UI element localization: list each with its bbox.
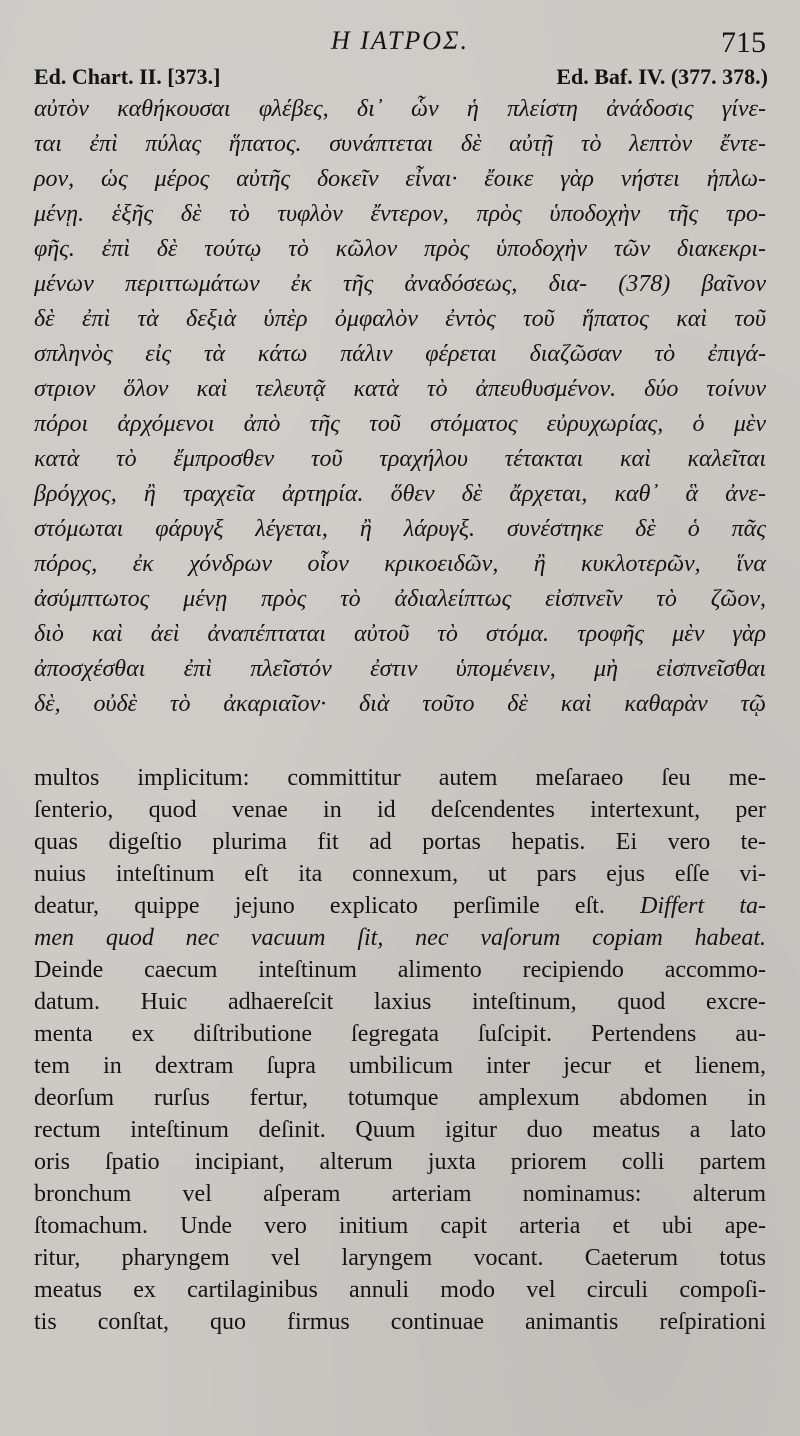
latin-line [34, 890, 766, 922]
latin-line-roman: deatur, quippe jejuno explicato perſimile eſt. [34, 893, 605, 919]
greek-line: διὸ καὶ ἀεὶ ἀναπέπταται αὐτοῦ τὸ στόμα. τροφῆς μὲν γὰρ [34, 621, 766, 647]
latin-line: ſtomachum. Unde vero initium capit arteria et ubi ape- [34, 1213, 766, 1239]
latin-line-italic: men quod nec vacuum ſit, nec vaſorum copiam habeat. [34, 925, 766, 951]
latin-line: rectum inteſtinum deſinit. Quum igitur duo meatus a lato [34, 1117, 766, 1143]
edition-basel-reference: Ed. Baf. IV. (377. 378.) [556, 64, 768, 89]
latin-line: menta ex diſtributione ſegregata ſuſcipit. Pertendens au- [34, 1021, 766, 1047]
greek-line: ἀσύμπτωτος μένῃ πρὸς τὸ ἀδιαλείπτως εἰσπνεῖν τὸ ζῶον, [34, 586, 766, 612]
greek-line: αὐτὸν καθήκουσαι φλέβες, δι᾽ ὧν ἡ πλείστη ἀνάδοσις γίνε- [34, 96, 766, 122]
greek-line: δὲ, οὐδὲ τὸ ἀκαριαῖον· διὰ τοῦτο δὲ καὶ καθαρὰν τῷ [34, 691, 766, 717]
latin-line: datum. Huic adhaereſcit laxius inteſtinum, quod excre- [34, 989, 766, 1015]
latin-line: tem in dextram ſupra umbilicum inter jecur et lienem, [34, 1053, 766, 1079]
greek-line: βρόγχος, ἢ τραχεῖα ἀρτηρία. ὅθεν δὲ ἄρχεται, καθ᾽ ἃ ἀνε- [34, 481, 766, 507]
greek-line: πόροι ἀρχόμενοι ἀπὸ τῆς τοῦ στόματος εὐρυχωρίας, ὁ μὲν [34, 411, 766, 437]
greek-line: κατὰ τὸ ἔμπροσθεν τοῦ τραχήλου τέτακται καὶ καλεῖται [34, 446, 766, 472]
running-head [0, 26, 800, 62]
latin-line: ritur, pharyngem vel laryngem vocant. Caeterum totus [34, 1245, 766, 1271]
greek-line: μένῃ. ἑξῆς δὲ τὸ τυφλὸν ἔντερον, πρὸς ὑποδοχὴν τῆς τρο- [34, 201, 766, 227]
greek-line: ἀποσχέσθαι ἐπὶ πλεῖστόν ἐστιν ὑπομένειν, μὴ εἰσπνεῖσθαι [34, 656, 766, 682]
latin-italic-phrase: Differt ta- [640, 893, 767, 919]
latin-line: oris ſpatio incipiant, alterum juxta priorem colli partem [34, 1149, 766, 1175]
latin-line: nuius inteſtinum eſt ita connexum, ut pars ejus eſſe vi- [34, 861, 766, 887]
greek-line: στριον ὅλον καὶ τελευτᾷ κατὰ τὸ ἀπευθυσμένον. δύο τοίνυν [34, 376, 766, 402]
latin-line: quas digeſtio plurima fit ad portas hepatis. Ei vero te- [34, 829, 766, 855]
page-number: 715 [721, 26, 766, 59]
latin-line: tis conſtat, quo firmus continuae animantis reſpirationi [34, 1309, 766, 1335]
latin-line: Deinde caecum inteſtinum alimento recipiendo accommo- [34, 957, 766, 983]
greek-line: ται ἐπὶ πύλας ἥπατος. συνάπτεται δὲ αὐτῇ τὸ λεπτὸν ἔντε- [34, 131, 766, 157]
greek-line: δὲ ἐπὶ τὰ δεξιὰ ὑπὲρ ὀμφαλὸν ἐντὸς τοῦ ἥπατος καὶ τοῦ [34, 306, 766, 332]
greek-line: πόρος, ἐκ χόνδρων οἷον κρικοειδῶν, ἢ κυκλοτερῶν, ἵνα [34, 551, 766, 577]
greek-line: σπληνὸς εἰς τὰ κάτω πάλιν φέρεται διαζῶσαν τὸ ἐπιγά- [34, 341, 766, 367]
latin-line: bronchum vel aſperam arteriam nominamus: alterum [34, 1181, 766, 1207]
greek-text-block [34, 92, 766, 722]
latin-line: deorſum rurſus fertur, totumque amplexum abdomen in [34, 1085, 766, 1111]
greek-line: φῆς. ἐπὶ δὲ τούτῳ τὸ κῶλον πρὸς ὑποδοχὴν τῶν διακεκρι- [34, 236, 766, 262]
greek-line: ρον, ὡς μέρος αὐτῆς δοκεῖν εἶναι· ἔοικε γὰρ νήστει ἡπλω- [34, 166, 766, 192]
latin-text-block [34, 762, 766, 1338]
running-title: Η ΙΑΤΡΟΣ. [331, 26, 469, 55]
latin-line: meatus ex cartilaginibus annuli modo vel circuli compoſi- [34, 1277, 766, 1303]
latin-line: ſenterio, quod venae in id deſcendentes intertexunt, per [34, 797, 766, 823]
edition-chart-reference: Ed. Chart. II. [373.] [34, 64, 221, 89]
latin-line: multos implicitum: committitur autem meſaraeo ſeu me- [34, 765, 766, 791]
greek-line: μένων περιττωμάτων ἐκ τῆς ἀναδόσεως, δια- (378) βαῖνον [34, 271, 766, 297]
edition-reference-line [34, 64, 768, 94]
greek-line: στόμωται φάρυγξ λέγεται, ἢ λάρυγξ. συνέστηκε δὲ ὁ πᾶς [34, 516, 766, 542]
